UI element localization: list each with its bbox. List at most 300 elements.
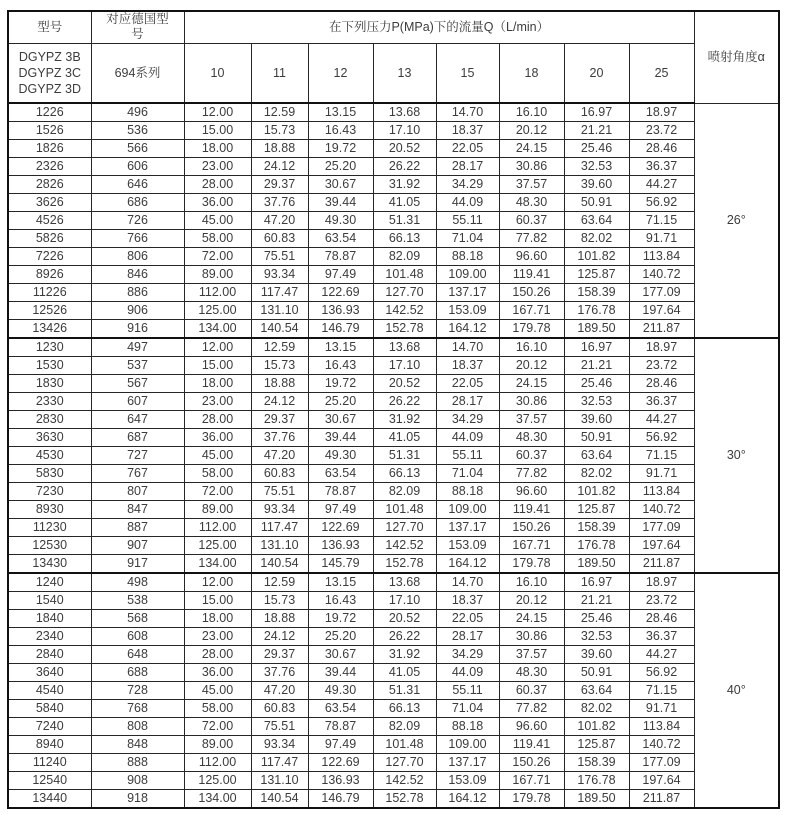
flow-cell: 16.10	[499, 338, 564, 357]
flow-cell: 66.13	[373, 700, 436, 718]
flow-cell: 23.00	[184, 628, 251, 646]
flow-cell: 119.41	[499, 266, 564, 284]
flow-cell: 127.70	[373, 519, 436, 537]
german-model-cell: 647	[91, 411, 184, 429]
flow-cell: 12.00	[184, 338, 251, 357]
german-model-cell: 847	[91, 501, 184, 519]
flow-cell: 82.02	[564, 230, 629, 248]
flow-cell: 56.92	[629, 429, 694, 447]
flow-cell: 71.15	[629, 447, 694, 465]
model-series-line-3: DGYPZ 3D	[18, 82, 81, 96]
flow-cell: 63.54	[308, 700, 373, 718]
flow-cell: 20.52	[373, 610, 436, 628]
german-model-cell: 768	[91, 700, 184, 718]
flow-cell: 158.39	[564, 284, 629, 302]
flow-cell: 140.72	[629, 501, 694, 519]
table-row	[8, 465, 779, 483]
model-cell: 3640	[8, 664, 91, 682]
flow-cell: 125.00	[184, 772, 251, 790]
table-row	[8, 230, 779, 248]
flow-cell: 44.27	[629, 411, 694, 429]
flow-cell: 37.57	[499, 646, 564, 664]
flow-cell: 28.17	[436, 393, 499, 411]
german-model-cell: 807	[91, 483, 184, 501]
flow-cell: 15.00	[184, 357, 251, 375]
flow-cell: 18.37	[436, 592, 499, 610]
flow-cell: 101.48	[373, 501, 436, 519]
flow-cell: 48.30	[499, 429, 564, 447]
flow-cell: 197.64	[629, 772, 694, 790]
flow-cell: 30.67	[308, 411, 373, 429]
flow-cell: 112.00	[184, 284, 251, 302]
table-row	[8, 447, 779, 465]
flow-cell: 23.72	[629, 592, 694, 610]
flow-cell: 39.44	[308, 429, 373, 447]
flow-cell: 63.54	[308, 230, 373, 248]
flow-cell: 60.37	[499, 447, 564, 465]
flow-cell: 140.54	[251, 320, 308, 339]
flow-cell: 75.51	[251, 248, 308, 266]
model-cell: 4540	[8, 682, 91, 700]
flow-cell: 58.00	[184, 700, 251, 718]
flow-cell: 117.47	[251, 284, 308, 302]
flow-cell: 55.11	[436, 682, 499, 700]
flow-cell: 18.00	[184, 140, 251, 158]
flow-cell: 19.72	[308, 610, 373, 628]
model-cell: 1230	[8, 338, 91, 357]
flow-cell: 44.09	[436, 429, 499, 447]
model-cell: 7230	[8, 483, 91, 501]
flow-cell: 21.21	[564, 122, 629, 140]
model-cell: 13440	[8, 790, 91, 809]
german-model-cell: 497	[91, 338, 184, 357]
flow-cell: 37.76	[251, 664, 308, 682]
flow-cell: 18.97	[629, 103, 694, 122]
model-cell: 13426	[8, 320, 91, 339]
flow-cell: 21.21	[564, 592, 629, 610]
flow-cell: 97.49	[308, 266, 373, 284]
flow-cell: 136.93	[308, 302, 373, 320]
flow-cell: 36.00	[184, 429, 251, 447]
flow-cell: 131.10	[251, 537, 308, 555]
flow-cell: 39.44	[308, 664, 373, 682]
flow-cell: 78.87	[308, 248, 373, 266]
flow-cell: 12.59	[251, 573, 308, 592]
flow-cell: 109.00	[436, 266, 499, 284]
pressure-header: 20	[564, 44, 629, 104]
flow-cell: 119.41	[499, 501, 564, 519]
flow-cell: 152.78	[373, 320, 436, 339]
flow-cell: 140.54	[251, 555, 308, 574]
flow-cell: 58.00	[184, 230, 251, 248]
flow-cell: 30.67	[308, 176, 373, 194]
german-model-cell: 568	[91, 610, 184, 628]
flow-cell: 51.31	[373, 212, 436, 230]
flow-cell: 211.87	[629, 320, 694, 339]
flow-cell: 56.92	[629, 664, 694, 682]
flow-cell: 142.52	[373, 772, 436, 790]
flow-cell: 16.97	[564, 103, 629, 122]
flow-cell: 25.46	[564, 140, 629, 158]
flow-cell: 136.93	[308, 537, 373, 555]
flow-cell: 101.82	[564, 718, 629, 736]
flow-cell: 23.72	[629, 357, 694, 375]
flow-cell: 39.60	[564, 411, 629, 429]
german-model-cell: 767	[91, 465, 184, 483]
flow-cell: 28.00	[184, 411, 251, 429]
flow-cell: 101.48	[373, 736, 436, 754]
flow-cell: 24.15	[499, 140, 564, 158]
flow-cell: 47.20	[251, 212, 308, 230]
flow-cell: 39.60	[564, 176, 629, 194]
model-cell: 2830	[8, 411, 91, 429]
flow-cell: 26.22	[373, 628, 436, 646]
flow-cell: 60.83	[251, 465, 308, 483]
flow-cell: 37.57	[499, 176, 564, 194]
flow-cell: 55.11	[436, 447, 499, 465]
flow-cell: 36.00	[184, 194, 251, 212]
flow-cell: 134.00	[184, 320, 251, 339]
flow-cell: 150.26	[499, 519, 564, 537]
flow-cell: 93.34	[251, 266, 308, 284]
flow-cell: 60.37	[499, 682, 564, 700]
flow-cell: 20.52	[373, 375, 436, 393]
flow-cell: 24.15	[499, 375, 564, 393]
flow-cell: 14.70	[436, 573, 499, 592]
flow-cell: 28.17	[436, 628, 499, 646]
german-model-cell: 906	[91, 302, 184, 320]
flow-cell: 122.69	[308, 284, 373, 302]
table-row	[8, 772, 779, 790]
flow-cell: 71.04	[436, 465, 499, 483]
german-model-cell: 846	[91, 266, 184, 284]
model-cell: 7226	[8, 248, 91, 266]
table-row	[8, 718, 779, 736]
german-model-cell: 728	[91, 682, 184, 700]
flow-cell: 75.51	[251, 718, 308, 736]
model-cell: 2840	[8, 646, 91, 664]
flow-cell: 31.92	[373, 176, 436, 194]
flow-cell: 60.83	[251, 700, 308, 718]
model-cell: 7240	[8, 718, 91, 736]
flow-cell: 49.30	[308, 447, 373, 465]
flow-cell: 177.09	[629, 284, 694, 302]
flow-cell: 91.71	[629, 700, 694, 718]
german-model-cell: 888	[91, 754, 184, 772]
table-row	[8, 628, 779, 646]
flow-cell: 71.04	[436, 700, 499, 718]
model-cell: 3626	[8, 194, 91, 212]
flow-cell: 20.12	[499, 357, 564, 375]
flow-cell: 18.00	[184, 375, 251, 393]
flow-cell: 12.00	[184, 573, 251, 592]
spray-angle-cell: 40°	[694, 573, 779, 808]
flow-cell: 189.50	[564, 790, 629, 809]
table-row	[8, 519, 779, 537]
flow-cell: 19.72	[308, 140, 373, 158]
flow-cell: 29.37	[251, 411, 308, 429]
flow-cell: 78.87	[308, 718, 373, 736]
flow-cell: 113.84	[629, 718, 694, 736]
flow-cell: 177.09	[629, 519, 694, 537]
flow-cell: 45.00	[184, 447, 251, 465]
flow-cell: 179.78	[499, 320, 564, 339]
model-series-line-1: DGYPZ 3B	[18, 50, 81, 64]
model-cell: 8930	[8, 501, 91, 519]
german-model-cell: 726	[91, 212, 184, 230]
table-row	[8, 302, 779, 320]
flow-cell: 109.00	[436, 501, 499, 519]
flow-cell: 72.00	[184, 248, 251, 266]
table-row	[8, 682, 779, 700]
table-row	[8, 266, 779, 284]
flow-cell: 32.53	[564, 158, 629, 176]
flow-cell: 13.68	[373, 573, 436, 592]
table-row	[8, 357, 779, 375]
flow-cell: 117.47	[251, 754, 308, 772]
table-row	[8, 158, 779, 176]
flow-cell: 48.30	[499, 194, 564, 212]
flow-cell: 140.54	[251, 790, 308, 809]
flow-cell: 20.12	[499, 122, 564, 140]
flow-cell: 30.86	[499, 393, 564, 411]
flow-cell: 125.87	[564, 501, 629, 519]
flow-cell: 13.15	[308, 573, 373, 592]
flow-cell: 167.71	[499, 537, 564, 555]
model-cell: 3630	[8, 429, 91, 447]
flow-cell: 32.53	[564, 393, 629, 411]
flow-cell: 20.52	[373, 140, 436, 158]
flow-cell: 136.93	[308, 772, 373, 790]
flow-cell: 28.46	[629, 610, 694, 628]
flow-cell: 150.26	[499, 284, 564, 302]
flow-cell: 18.88	[251, 140, 308, 158]
flow-cell: 72.00	[184, 718, 251, 736]
model-series-line-2: DGYPZ 3C	[18, 66, 81, 80]
table-row	[8, 573, 779, 592]
flow-cell: 16.43	[308, 592, 373, 610]
flow-cell: 26.22	[373, 393, 436, 411]
model-cell: 11226	[8, 284, 91, 302]
table-row	[8, 610, 779, 628]
flow-cell: 142.52	[373, 302, 436, 320]
flow-cell: 16.97	[564, 573, 629, 592]
table-row	[8, 103, 779, 122]
flow-cell: 63.64	[564, 212, 629, 230]
flow-cell: 24.12	[251, 158, 308, 176]
german-model-cell: 496	[91, 103, 184, 122]
flow-cell: 25.20	[308, 158, 373, 176]
flow-cell: 12.00	[184, 103, 251, 122]
flow-cell: 101.82	[564, 248, 629, 266]
model-cell: 11240	[8, 754, 91, 772]
flow-cell: 28.46	[629, 375, 694, 393]
flow-cell: 36.00	[184, 664, 251, 682]
flow-cell: 12.59	[251, 338, 308, 357]
model-cell: 8926	[8, 266, 91, 284]
flow-cell: 96.60	[499, 483, 564, 501]
flow-cell: 49.30	[308, 682, 373, 700]
table-row	[8, 338, 779, 357]
table-row	[8, 411, 779, 429]
pressure-header: 11	[251, 44, 308, 104]
flow-cell: 25.46	[564, 610, 629, 628]
flow-cell: 88.18	[436, 718, 499, 736]
table-row	[8, 212, 779, 230]
flow-cell: 30.86	[499, 628, 564, 646]
table-row	[8, 646, 779, 664]
flow-cell: 15.00	[184, 592, 251, 610]
german-model-cell: 498	[91, 573, 184, 592]
flow-cell: 16.97	[564, 338, 629, 357]
flow-cell: 18.37	[436, 357, 499, 375]
flow-cell: 89.00	[184, 501, 251, 519]
flow-cell: 179.78	[499, 555, 564, 574]
flow-cell: 25.20	[308, 628, 373, 646]
flow-cell: 15.73	[251, 122, 308, 140]
flow-cell: 137.17	[436, 754, 499, 772]
flow-cell: 39.44	[308, 194, 373, 212]
flow-cell: 164.12	[436, 320, 499, 339]
flow-cell: 93.34	[251, 736, 308, 754]
flow-cell: 145.79	[308, 555, 373, 574]
table-row	[8, 592, 779, 610]
model-cell: 1826	[8, 140, 91, 158]
pressure-header: 25	[629, 44, 694, 104]
flow-cell: 125.87	[564, 266, 629, 284]
flow-cell: 18.97	[629, 338, 694, 357]
model-column-header: 型号	[8, 11, 91, 44]
flow-cell: 63.64	[564, 447, 629, 465]
table-row	[8, 700, 779, 718]
spray-angle-cell: 26°	[694, 103, 779, 338]
flow-cell: 30.86	[499, 158, 564, 176]
flow-cell: 31.92	[373, 646, 436, 664]
flow-cell: 44.09	[436, 194, 499, 212]
flow-cell: 153.09	[436, 537, 499, 555]
flow-cell: 77.82	[499, 230, 564, 248]
model-cell: 1540	[8, 592, 91, 610]
flow-cell: 60.37	[499, 212, 564, 230]
flow-cell: 117.47	[251, 519, 308, 537]
table-row	[8, 555, 779, 574]
model-cell: 2340	[8, 628, 91, 646]
flow-cell: 13.68	[373, 103, 436, 122]
flow-cell: 197.64	[629, 537, 694, 555]
flow-cell: 41.05	[373, 664, 436, 682]
flow-cell: 78.87	[308, 483, 373, 501]
model-cell: 13430	[8, 555, 91, 574]
flow-cell: 189.50	[564, 320, 629, 339]
flow-cell: 44.27	[629, 176, 694, 194]
header-row-top	[8, 11, 779, 44]
flow-cell: 50.91	[564, 664, 629, 682]
german-model-cell: 538	[91, 592, 184, 610]
flow-cell: 134.00	[184, 790, 251, 809]
flow-cell: 13.15	[308, 103, 373, 122]
flow-cell: 77.82	[499, 465, 564, 483]
flow-cell: 23.00	[184, 393, 251, 411]
flow-cell: 22.05	[436, 610, 499, 628]
flow-cell: 122.69	[308, 519, 373, 537]
flow-cell: 72.00	[184, 483, 251, 501]
model-cell: 12526	[8, 302, 91, 320]
flow-cell: 75.51	[251, 483, 308, 501]
flow-cell: 137.17	[436, 284, 499, 302]
table-row	[8, 248, 779, 266]
german-model-label: 对应德国型号	[106, 12, 169, 41]
table-row	[8, 393, 779, 411]
flow-cell: 47.20	[251, 682, 308, 700]
flow-cell: 112.00	[184, 519, 251, 537]
flow-cell: 71.04	[436, 230, 499, 248]
flow-cell: 71.15	[629, 682, 694, 700]
german-model-cell: 608	[91, 628, 184, 646]
flow-cell: 51.31	[373, 682, 436, 700]
flow-cell: 15.00	[184, 122, 251, 140]
flow-cell: 150.26	[499, 754, 564, 772]
flow-cell: 164.12	[436, 790, 499, 809]
flow-cell: 82.02	[564, 700, 629, 718]
flow-cell: 36.37	[629, 158, 694, 176]
flow-cell: 14.70	[436, 338, 499, 357]
flow-cell: 15.73	[251, 357, 308, 375]
flow-cell: 91.71	[629, 465, 694, 483]
german-model-cell: 886	[91, 284, 184, 302]
model-cell: 8940	[8, 736, 91, 754]
flow-cell: 60.83	[251, 230, 308, 248]
spray-angle-cell: 30°	[694, 338, 779, 573]
table-row	[8, 501, 779, 519]
flow-cell: 18.37	[436, 122, 499, 140]
flow-cell: 31.92	[373, 411, 436, 429]
flow-cell: 37.57	[499, 411, 564, 429]
flow-cell: 63.64	[564, 682, 629, 700]
german-model-cell: 606	[91, 158, 184, 176]
flow-cell: 56.92	[629, 194, 694, 212]
german-model-cell: 567	[91, 375, 184, 393]
model-cell: 2326	[8, 158, 91, 176]
flow-cell: 44.27	[629, 646, 694, 664]
table-row	[8, 194, 779, 212]
flow-cell: 45.00	[184, 212, 251, 230]
flow-cell: 36.37	[629, 393, 694, 411]
flow-cell: 101.82	[564, 483, 629, 501]
german-model-cell: 536	[91, 122, 184, 140]
flow-cell: 71.15	[629, 212, 694, 230]
flow-cell: 137.17	[436, 519, 499, 537]
german-model-cell: 907	[91, 537, 184, 555]
flow-cell: 89.00	[184, 266, 251, 284]
model-cell: 1530	[8, 357, 91, 375]
model-cell: 2826	[8, 176, 91, 194]
pressure-header: 12	[308, 44, 373, 104]
flow-cell: 13.15	[308, 338, 373, 357]
model-cell: 2330	[8, 393, 91, 411]
german-model-cell: 808	[91, 718, 184, 736]
model-cell: 5840	[8, 700, 91, 718]
flow-cell: 25.20	[308, 393, 373, 411]
flow-cell: 26.22	[373, 158, 436, 176]
german-model-column-header	[91, 11, 184, 44]
flow-cell: 32.53	[564, 628, 629, 646]
flow-cell: 152.78	[373, 555, 436, 574]
flow-cell: 82.09	[373, 718, 436, 736]
flow-cell: 50.91	[564, 429, 629, 447]
table-row	[8, 140, 779, 158]
flow-cell: 39.60	[564, 646, 629, 664]
flow-cell: 167.71	[499, 772, 564, 790]
